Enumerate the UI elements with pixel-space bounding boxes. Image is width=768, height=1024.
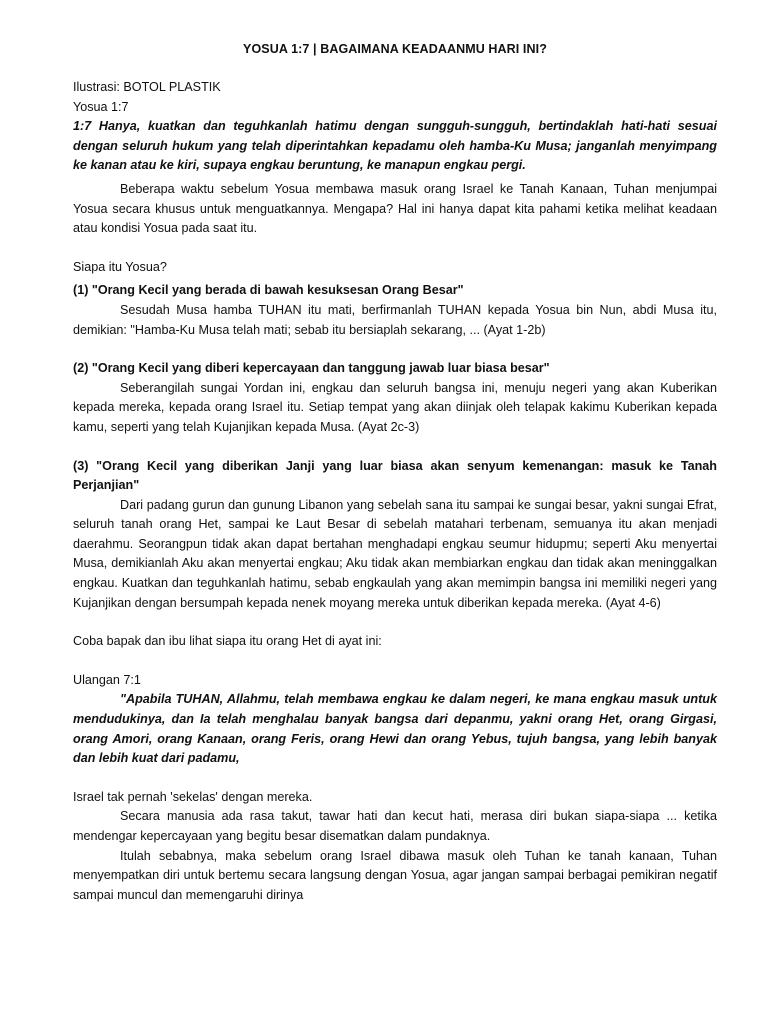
point-1-text: Sesudah Musa hamba TUHAN itu mati, berfirmanlah TUHAN kepada Yosua bin Nun, abdi Musa itu, demikian: "Hamba-Ku Musa telah mati; sebab itu bersiaplah sekarang, ... (Ayat 1-2b) (73, 302, 717, 337)
scripture-reference: Yosua 1:7 (73, 99, 129, 114)
illustration-label: Ilustrasi: BOTOL PLASTIK (73, 80, 221, 94)
closing-paragraph: Itulah sebabnya, maka sebelum orang Israel dibawa masuk oleh Tuhan ke tanah kanaan, Tuhan menyempatkan diri untuk bertemu secara langsung dengan Yosua, agar jangan sampai berbagai pemikiran negatif sampai muncul dan memengaruhi dirinya (73, 848, 717, 902)
point-1-heading: (1) "Orang Kecil yang berada di bawah kesuksesan Orang Besar" (73, 283, 464, 298)
point-2-heading: (2) "Orang Kecil yang diberi kepercayaan dan tanggung jawab luar biasa besar" (73, 361, 550, 376)
israel-line: Israel tak pernah 'sekelas' dengan mereka. (73, 789, 313, 804)
ulangan-quote: "Apabila TUHAN, Allahmu, telah membawa engkau ke dalam negeri, ke mana engkau masuk untuk mendudukinya, dan Ia telah menghalau banyak bangsa dari depanmu, yakni orang Het, orang Girgasi, orang Amori, orang Kanaan, orang Feris, orang Hewi dan orang Yebus, tujuh bangsa, yang lebih banyak dan lebih kuat dari padamu, (73, 692, 717, 766)
page-title: YOSUA 1:7 | BAGAIMANA KEADAANMU HARI INI? (243, 42, 547, 56)
intro-paragraph: Beberapa waktu sebelum Yosua membawa masuk orang Israel ke Tanah Kanaan, Tuhan menjumpai Yosua secara khusus untuk menguatkannya. Mengapa? Hal ini hanya dapat kita pahami ketika melihat keadaan atau kondisi Yosua pada saat itu. (73, 181, 717, 236)
point-3-heading: (3) "Orang Kecil yang diberikan Janji yang luar biasa akan senyum kemenangan: masuk ke Tanah Perjanjian" (73, 458, 717, 493)
ulangan-reference: Ulangan 7:1 (73, 672, 141, 687)
point-3-text: Dari padang gurun dan gunung Libanon yang sebelah sana itu sampai ke sungai besar, yakni sungai Efrat, seluruh tanah orang Het, sampai ke Laut Besar di sebelah matahari terbenam, semuanya itu akan menjadi daerahmu. Seorangpun tidak akan dapat bertahan menghadapi engkau seumur hidupmu; seperti Aku menyertai Musa, demikianlah Aku akan menyertai engkau; Aku tidak akan membiarkan engkau dan tidak akan meninggalkan engkau. Kuatkan dan teguhkanlah hatimu, sebab engkaulah yang akan memimpin bangsa ini memiliki negeri yang Kujanjikan dengan bersumpah kepada nenek moyang mereka untuk diberikan kepada mereka. (Ayat 4-6) (73, 497, 717, 610)
question-line: Siapa itu Yosua? (73, 259, 167, 274)
point-2-text: Seberangilah sungai Yordan ini, engkau dan seluruh bangsa ini, menuju negeri yang akan Kuberikan kepada mereka, kepada orang Israel itu. Setiap tempat yang akan diinjak oleh telapak kakimu Kuberikan kepada kamu, seperti yang telah Kujanjikan kepada Musa. (Ayat 2c-3) (73, 380, 717, 434)
document-page (73, 42, 717, 905)
scripture-verse: 1:7 Hanya, kuatkan dan teguhkanlah hatimu dengan sungguh-sungguh, bertindaklah hati-hati sesuai dengan seluruh hukum yang telah diperintahkan kepadamu oleh hamba-Ku Musa; janganlah menyimpang ke kanan atau ke kiri, supaya engkau beruntung, ke manapun engkau pergi. (73, 119, 717, 173)
human-paragraph: Secara manusia ada rasa takut, tawar hati dan kecut hati, merasa diri bukan siapa-siapa ... ketika mendengar kepercayaan yang begitu besar disematkan dalam pundaknya. (73, 809, 717, 843)
het-prompt: Coba bapak dan ibu lihat siapa itu orang Het di ayat ini: (73, 634, 382, 649)
